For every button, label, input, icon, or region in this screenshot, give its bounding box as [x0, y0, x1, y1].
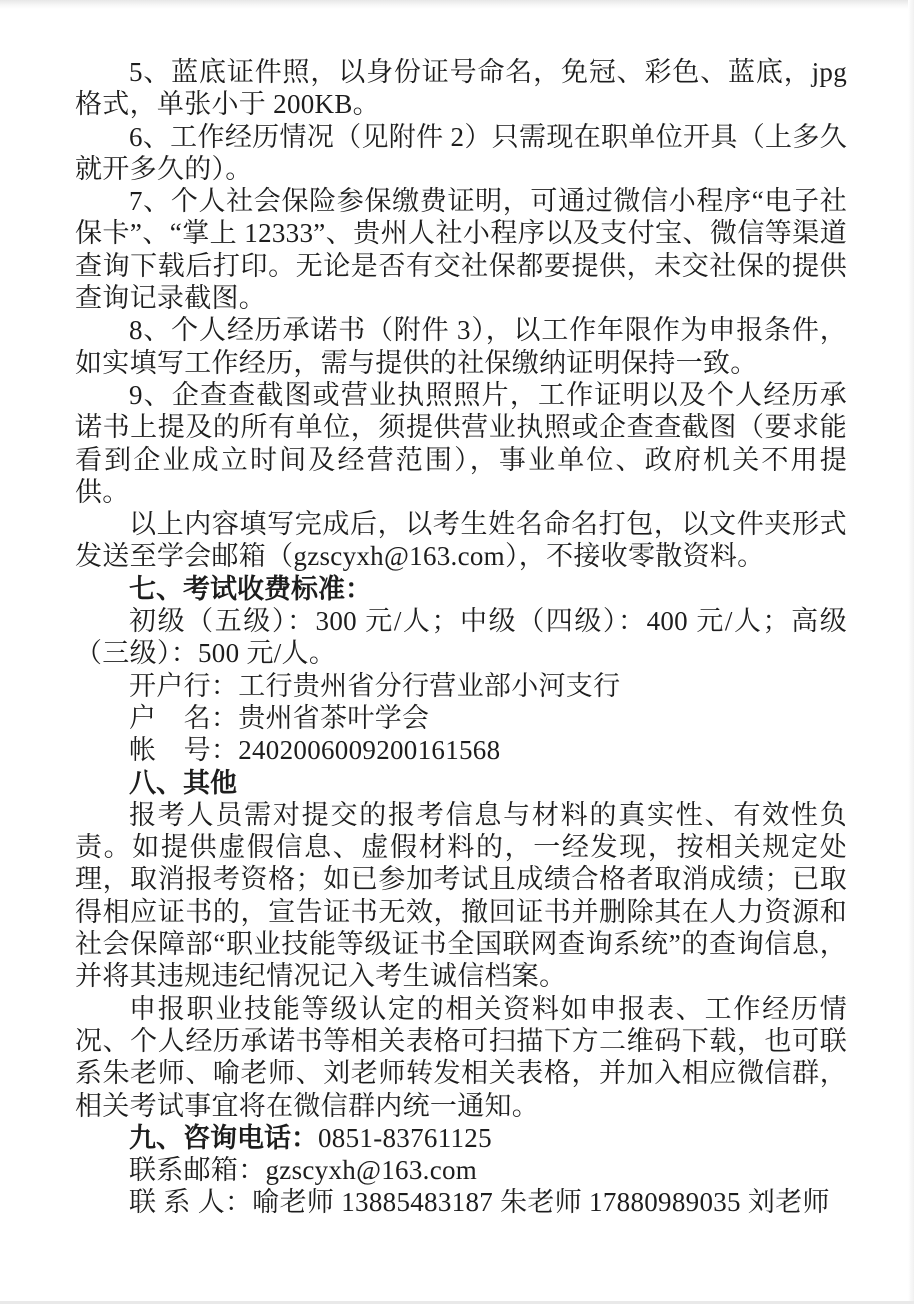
text-run: 报考人员需对提交的报考信息与材料的真实性、有效性负责。如提供虚假信息、虚假材料的，一经发现，按相关规定处理，取消报考资格；如已参加考试且成绩合格者取消成绩；已取得相应证书的，宣告证书无效，撤回证书并删除其在人力资源和社会保障部“职业技能等级证书全国联网查询系统”的查询信息，并将其违规违纪情况记入考生诚信档案。 — [75, 799, 847, 992]
text-run: 申报职业技能等级认定的相关资料如申报表、工作经历情况、个人经历承诺书等相关表格可扫描下方二维码下载，也可联系朱老师、喻老师、刘老师转发相关表格，并加入相应微信群，相关考试事宜将在微信群内统一通知。 — [75, 993, 847, 1121]
paragraph — [75, 1186, 847, 1218]
text-run: 联 系 人：喻老师 13885483187 朱老师 17880989035 刘老师 — [129, 1187, 830, 1218]
paragraph — [75, 185, 847, 314]
bold-text-run: 八、其他 — [129, 767, 237, 798]
paragraph — [75, 379, 847, 508]
scan-edge-right — [908, 0, 914, 1304]
paragraph — [75, 702, 847, 734]
bold-text-run: 七、考试收费标准： — [129, 573, 372, 604]
paragraph — [75, 56, 847, 121]
text-run: 户 名：贵州省茶叶学会 — [129, 702, 430, 733]
paragraph — [75, 314, 847, 379]
paragraph — [75, 670, 847, 702]
text-run: 7、个人社会保险参保缴费证明，可通过微信小程序“电子社保卡”、“掌上 12333”、贵州人社小程序以及支付宝、微信等渠道查询下载后打印。无论是否有交社保都要提供，未交社保的提供查询记录截图。 — [75, 186, 847, 314]
text-run: 联系邮箱：gzscyxh@163.com — [129, 1155, 478, 1186]
paragraph — [75, 605, 847, 670]
text-run: 以上内容填写完成后，以考生姓名命名打包，以文件夹形式发送至学会邮箱（gzscyxh@163.com），不接收零散资料。 — [75, 509, 847, 572]
text-run: 5、蓝底证件照，以身份证号命名，免冠、彩色、蓝底，jpg 格式，单张小于 200KB。 — [75, 57, 847, 120]
paragraph — [75, 508, 847, 573]
text-run: 9、企查查截图或营业执照照片，工作证明以及个人经历承诺书上提及的所有单位，须提供营业执照或企查查截图（要求能看到企业成立时间及经营范围），事业单位、政府机关不用提供。 — [75, 379, 847, 507]
paragraph — [75, 1154, 847, 1186]
paragraph — [75, 799, 847, 993]
scan-edge-top — [0, 0, 914, 9]
bold-text-run: 九、咨询电话： — [129, 1122, 318, 1153]
paragraph — [75, 121, 847, 186]
document-body — [75, 56, 847, 1219]
text-run: 开户行：工行贵州省分行营业部小河支行 — [129, 670, 621, 701]
text-run: 初级（五级）：300 元/人；中级（四级）：400 元/人；高级（三级）：500 元/人。 — [75, 606, 847, 669]
text-run: 8、个人经历承诺书（附件 3），以工作年限作为申报条件，如实填写工作经历，需与提供的社保缴纳证明保持一致。 — [75, 315, 847, 378]
text-run: 6、工作经历情况（见附件 2）只需现在职单位开具（上多久就开多久的）。 — [75, 121, 847, 184]
paragraph — [75, 1122, 847, 1154]
text-run: 0851-83761125 — [318, 1122, 492, 1153]
paragraph — [75, 734, 847, 766]
text-run: 帐 号：2402006009200161568 — [129, 735, 501, 766]
section-heading — [75, 573, 847, 605]
paragraph — [75, 993, 847, 1122]
section-heading — [75, 767, 847, 799]
